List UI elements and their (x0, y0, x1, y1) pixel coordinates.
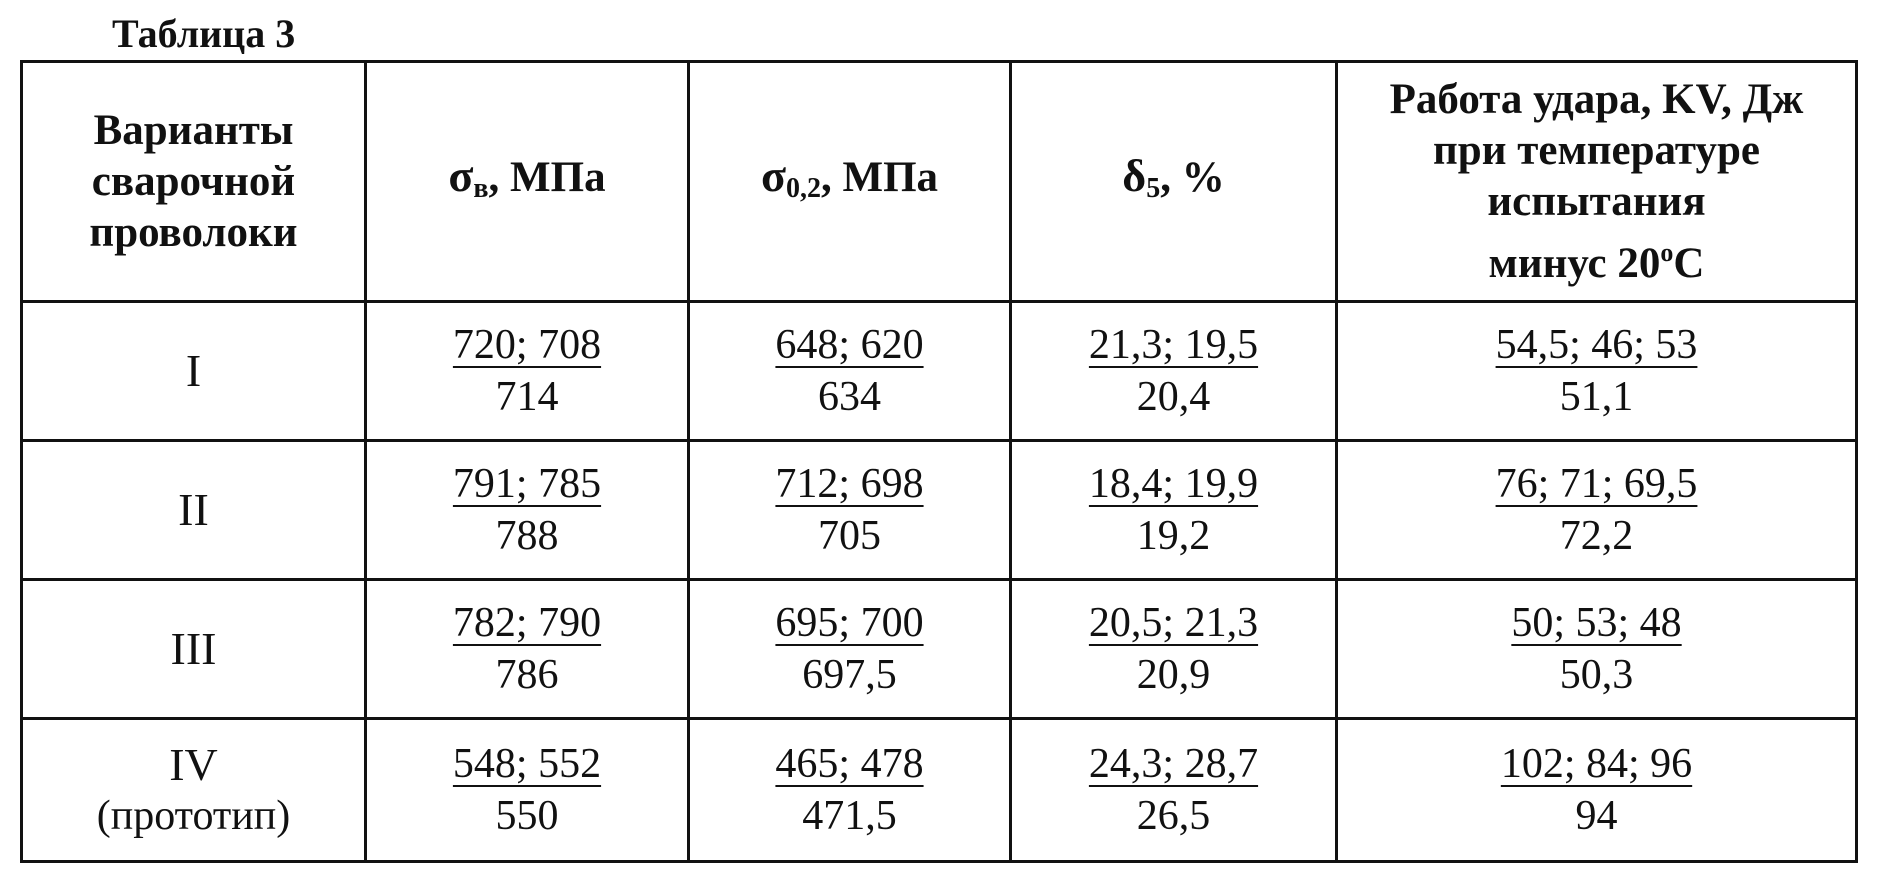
sigma-b-cell: 782; 790 786 (366, 580, 689, 719)
row-label: IV (прототип) (22, 719, 366, 862)
row-label: I (22, 302, 366, 441)
delta5-cell: 21,3; 19,5 20,4 (1011, 302, 1337, 441)
header-sigma-b: $\sigma_в$, МПа (366, 62, 689, 302)
kv-cell: 50; 53; 48 50,3 (1337, 580, 1857, 719)
table-row (22, 580, 1857, 719)
kv-cell: 102; 84; 96 94 (1337, 719, 1857, 862)
row-label: II (22, 441, 366, 580)
header-row (22, 62, 1857, 302)
sigma-02-cell: 712; 698 705 (689, 441, 1011, 580)
table-caption: Таблица 3 (112, 11, 296, 56)
table-row (22, 302, 1857, 441)
header-kv: Работа удара, KV, Дж при температуре испытания минус 20$^o$C (1337, 62, 1857, 302)
sigma-02-cell: 695; 700 697,5 (689, 580, 1011, 719)
sigma-02-cell: 465; 478 471,5 (689, 719, 1011, 862)
delta5-cell: 24,3; 28,7 26,5 (1011, 719, 1337, 862)
kv-cell: 54,5; 46; 53 51,1 (1337, 302, 1857, 441)
sigma-b-cell: 720; 708 714 (366, 302, 689, 441)
table-row (22, 441, 1857, 580)
delta5-cell: 20,5; 21,3 20,9 (1011, 580, 1337, 719)
header-variants: Варианты сварочной проволоки (22, 62, 366, 302)
delta5-cell: 18,4; 19,9 19,2 (1011, 441, 1337, 580)
sigma-b-cell: 791; 785 788 (366, 441, 689, 580)
table-row (22, 719, 1857, 862)
row-label: III (22, 580, 366, 719)
sigma-02-cell: 648; 620 634 (689, 302, 1011, 441)
sigma-b-cell: 548; 552 550 (366, 719, 689, 862)
properties-table (20, 60, 1858, 863)
kv-cell: 76; 71; 69,5 72,2 (1337, 441, 1857, 580)
header-delta5: $\delta_5$, % (1011, 62, 1337, 302)
header-sigma-02: $\sigma_{0,2}$, МПа (689, 62, 1011, 302)
